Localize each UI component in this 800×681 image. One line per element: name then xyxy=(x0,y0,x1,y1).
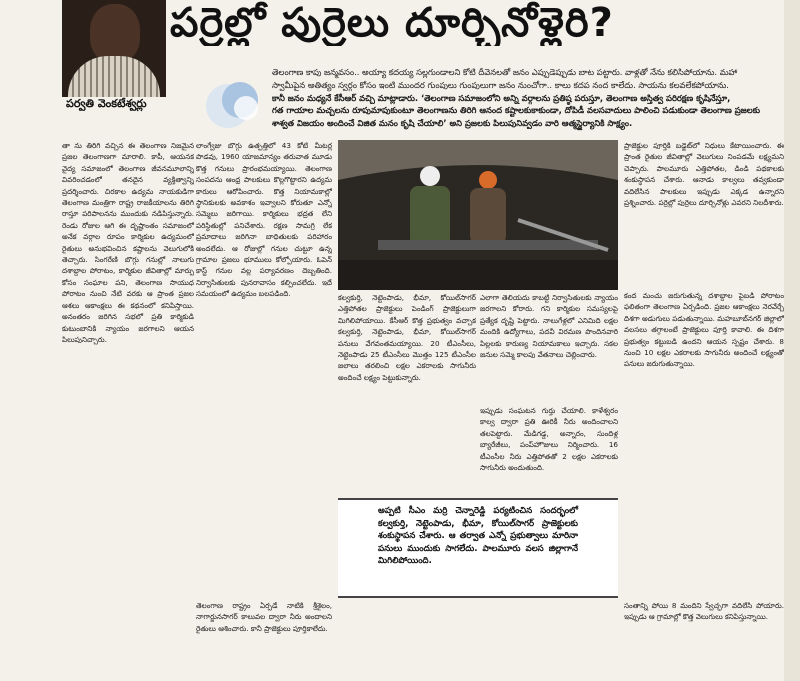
mine-workers-photo xyxy=(338,140,618,290)
article-column-1 xyxy=(62,140,194,670)
column-text: కంద మంచు జరుగుతున్న దశాబ్దాల పైబడి పోరాటం ఫలితంగా తెలంగాణ ఏర్పడింది. ప్రజల ఆకాంక్షలు నెరవేర్చే దిశగా అడుగులు పడుతున్నాయి. మహబూబ్‌నగర్ జిల్లాలో వలసలు తగ్గాలంటే ప్రాజెక్టులు పూర్తి కావాలి. ఈ దిశగా ప్రభుత్వం కట్టుబడి ఉందని ఆయన స్పష్టం చేశారు. 8 నుంచి 10 లక్షల ఎకరాలకు సాగునీరు అందించే లక్ష్యంతో పనులు జరుగుతున్నాయి. xyxy=(624,291,784,369)
article-column-5b xyxy=(624,290,784,590)
article-column-4b xyxy=(480,405,618,497)
column-text: ఎలాగా తెలియదు కాబట్టి నిర్వాసితులకు న్యాయం జరగాలని కోరారు. గని కార్మికుల సమస్యలపై ప్రత్యేక దృష్టి పెట్టారు. నాలుగేళ్లలో ఎనిమిది లక్షల మందికి ఉద్యోగాలు, పదవీ విరమణ పొందినవారి పిల్లలకు కారుణ్య నియామకాలు ఇచ్చారు. సకల జనుల సమ్మె కాలపు వేతనాలు చెల్లించారు. xyxy=(480,293,618,360)
intro-paragraph xyxy=(272,66,792,130)
pull-quote xyxy=(338,498,618,598)
article-column-2 xyxy=(196,140,332,595)
author-photo xyxy=(62,0,166,97)
column-text: లాంగ్వేజు బొగ్గు ఉత్పత్తిలో 43 కోటి మీటర్ల పొడవు, 1960 యాజమాన్యం తరువాత మూడు కొత్త గనులు ప్రారంభమయ్యాయి. తెలంగాణ సంపదను ఆంధ్ర పాలకులు కొల్లగొట్టారని ఉద్యమ కారులు ఆరోపించారు. కొత్త నియామకాల్లో స్థానికులకు అవకాశం ఇవ్వాలని కోరుతూ ఎన్నో సమ్మెలు జరిగాయి. కార్మికులు భద్రత లేని పరిస్థితుల్లో పనిచేశారు. రక్షణ సామగ్రి లేక ప్రమాదాలు జరిగినా బాధితులకు పరిహారం అందలేదు. ఆ రోజుల్లో గనుల చుట్టూ ఉన్న గ్రామాల ప్రజలు భూములు కోల్పోయారు. ఓపెన్ కాస్ట్ గనుల వల్ల పర్యావరణం దెబ్బతింది. నిర్వాసితులకు పునరావాసం కల్పించలేదు. ఇదే సమయంలో ఉద్యమం బలపడింది. xyxy=(196,141,332,299)
column-text: తెలంగాణ రాష్ట్రం ఏర్పడే నాటికి శ్రీశైలం, నాగార్జునసాగర్ కాలువల ద్వారా నీరు అందాలని రైతులు ఆశించారు. కానీ ప్రాజెక్టులు పూర్తికాలేదు. xyxy=(196,601,332,633)
column-text: కల్వకుర్తి, నెట్టెంపాడు, భీమా, కోయిల్‌సాగర్ ఎత్తిపోతల ప్రాజెక్టులు పెండింగ్ ప్రాజెక్టులుగా మిగిలిపోయాయి. కేసీఆర్ కొత్త ప్రభుత్వం వచ్చాక కల్వకుర్తి, నెట్టెంపాడు, భీమా, కోయిల్‌సాగర్ పనులు వేగవంతమయ్యాయి. 20 టీఎంసీలు, నెట్టెంపాడు 25 టీఎంసీలు మొత్తం 125 టీఎంసీల జలాలు తరలించి లక్షల ఎకరాలకు సాగునీరు అందించే లక్ష్యం పెట్టుకున్నారు. xyxy=(338,293,476,382)
intro-line: గత గాయాల మచ్చలను రూపుమాపుకుంటూ తెలంగాణను తిరిగి ఆనంద కష్టాలకుకాకుండా, దోపిడీ వలసవాదులు పాలించి పడుకుండా తెలంగాణ ప్రజలకు xyxy=(272,105,760,116)
article-column-2-bottom xyxy=(196,600,332,680)
headline: పర్రెల్లో పుర్రెలు దూర్చినోళ్లెరి? xyxy=(170,0,614,46)
pull-quote-text: అప్పటి సీఎం మర్రి చెన్నారెడ్డి పర్యటించిన సందర్భంలో కల్వకుర్తి, నెట్టెంపాడు, భీమా, కోయిల్‌సాగర్ ప్రాజెక్టులకు శంకుస్థాపన చేశారు. ఆ తర్వాత ఎన్నో ప్రభుత్వాలు మారినా పనులు ముందుకు సాగలేదు. పాలమూరు వలస జిల్లాగానే మిగిలిపోయింది. xyxy=(378,506,578,567)
column-text: తా ను తిరిగి వచ్చిన ఈ తెలంగాణ నిజమైన ప్రజల తెలంగాణగా మారాలి. కాపీ, ఆయనక వైద్య సమాజంలో తెలంగాణ జీవనమూలాన్ని వివరించడంలో తనదైన వ్యక్తిత్వాన్ని ప్రదర్శించారు. చిరకాల ఉద్యమ నాయకుడిగా తెలంగాణ మంత్రిగా రాష్ట్ర రాజకీయాలను తిరిగి రాస్తూ పరిపాలనను ముందుకు నడిపిస్తున్నారు. రెండు రోజుల ఆగి ఈ దృష్టాంతం సమాజంలో అనేక వర్గాల రూపం కార్మికుల ఉద్యమంలో రైతులు అనుభవించిన కష్టాలను వెలుగులోకి తెచ్చారు. సింగరేణి బొగ్గు గనుల్లో నాలుగు దశాబ్దాల పోరాటం, కార్మికుల జీవితాల్లో మార్పు కోసం సంఘాల పని, తెలంగాణ సాయుధ పోరాటం నుంచి నేటి వరకు ఆ ప్రాంత ప్రజల ఆశలు ఆకాంక్షలు ఈ కథనంలో కనిపిస్తాయి. అనంతరం జరిగిన సభలో ప్రతి కార్మికుడి కుటుంబానికి న్యాయం జరగాలని ఆయన పిలుపునిచ్చారు. xyxy=(62,141,194,344)
article-column-3 xyxy=(338,292,476,492)
intro-line: శాశ్వత విజయం అందించే విజిత మనం కృషి చేయాలి’ అని ప్రజలకు పిలుపునివ్వడం వారి ఆత్మస్థైర్యానికి సాక్ష్యం. xyxy=(272,118,633,129)
column-text: ఇప్పుడు సంఘటన గుర్తు చేయాలి. కాళేశ్వరం కాల్వ ద్వారా ప్రతి ఊరికీ నీరు అందించాలని తలపెట్టారు. మేడిగడ్డ, అన్నారం, సుందిళ్ల బ్యారేజీలు, పంప్‌హౌజులు నిర్మించారు. 16 టీఎంసీల నీరు ఎత్తిపోతతో 2 లక్షల ఎకరాలకు సాగునీరు అందుతుంది. xyxy=(480,406,618,473)
article-column-5 xyxy=(624,140,784,280)
intro-line: స్వామీపైన అతిత్యం స్వర్గం కోసం ఇంటి ముందర గుంపులు గుంపులుగా జనం నుంచోగా.. కాలు కదప నంద కాలేదు. సాయను కలవలేకపోయాను. xyxy=(272,79,729,90)
byline: పర్వతి వెంకటేశ్వర్లు xyxy=(66,97,147,110)
intro-line: కానీ జనం మధ్యనే కేసీఆర్ వచ్చి మాట్లాడారు. ‘తెలంగాణ సమాజంలోని అన్ని వర్గాలను ప్రతిష్ఠ పరుస్తూ, తెలంగాణ అస్తిత్వ పరిరక్షణ కృషినేస్తూ, xyxy=(272,92,731,103)
decorative-circles xyxy=(198,72,268,132)
intro-line: తెలంగాణ కాపు జన్మవసం.. అయ్యా కదయ్య సల్లగుండాలని కోటి దీవెనలతో జనం ఎప్పుడెప్పుడు బాట పట్టారు. వాళ్లతో నేను కలిసిపోయాను. మహా xyxy=(272,67,738,77)
page-edge xyxy=(784,0,800,681)
column-text: సంతాన్ని పోయి 8 మందిని స్వేచ్ఛగా వదిలేసి పోయారు. ఇప్పుడు ఆ గ్రామాల్లో కొత్త వెలుగులు కనిపిస్తున్నాయి. xyxy=(624,601,784,622)
article-column-4 xyxy=(480,292,618,402)
column-text: ప్రాజెక్టుల పూర్తికి బడ్జెట్‌లో నిధులు కేటాయించారు. ఈ ప్రాంత రైతుల జీవితాల్లో వెలుగులు నింపడమే లక్ష్యమని చెప్పారు. పాలమూరు ఎత్తిపోతల, డిండి పథకాలకు శంకుస్థాపన చేశారు. ఆనాడు కాల్వలు తవ్వకుండా వదిలేసిన పాలకులు ఇప్పుడు ఎక్కడ ఉన్నారని ప్రశ్నించారు. పర్రెల్లో పుర్రెలు దూర్చినోళ్లు ఎవరని నిలదీశారు. xyxy=(624,141,784,208)
article-column-5c xyxy=(624,600,784,680)
